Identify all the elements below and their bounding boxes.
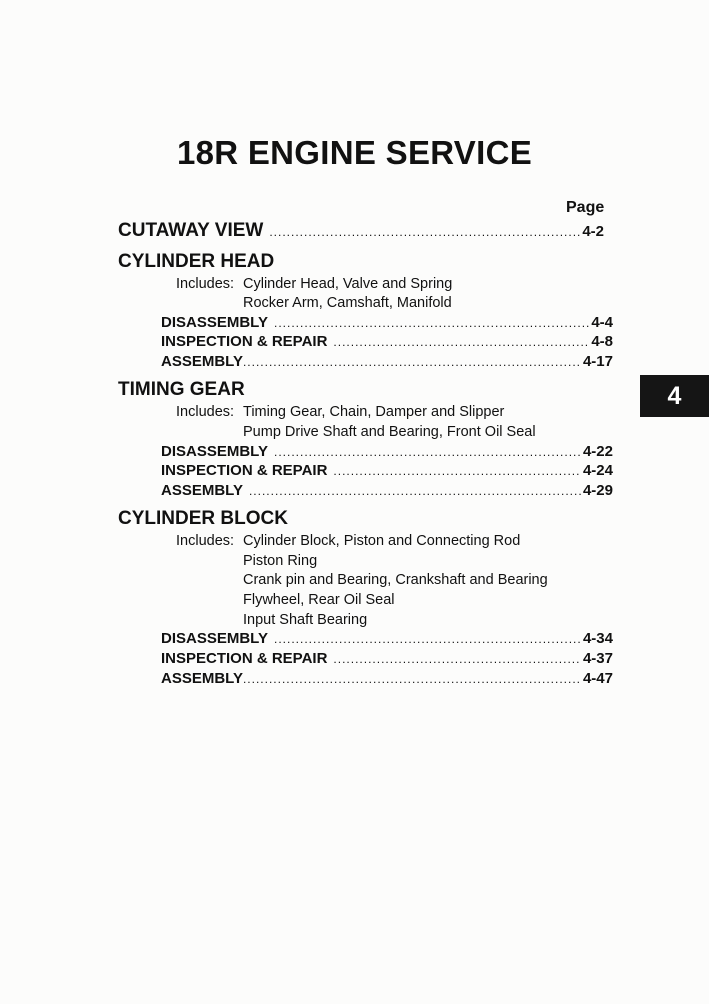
toc-entry-label: DISASSEMBLY [161,630,268,647]
includes-label: Includes: [176,533,235,549]
toc-entry-label: ASSEMBLY [161,670,243,687]
toc-entry-label: ASSEMBLY [161,353,243,370]
page-column-header: Page [566,199,605,216]
toc-entry-label: ASSEMBLY [161,482,243,499]
toc-entry-page: 4-34 [582,630,613,647]
toc-entry-assembly[interactable] [161,482,613,499]
includes-item: Input Shaft Bearing [243,612,368,628]
dot-leader [243,355,581,369]
dot-leader [274,316,589,330]
toc-entry-inspection-repair[interactable] [161,650,613,667]
dot-leader [243,672,581,686]
includes-item: Rocker Arm, Camshaft, Manifold [243,295,452,311]
includes-item: Pump Drive Shaft and Bearing, Front Oil Seal [243,424,536,440]
toc-entry-page: 4-2 [582,223,604,240]
section-title-cylinder-head: CYLINDER HEAD [118,251,275,272]
toc-entry-inspection-repair[interactable] [161,333,613,350]
dot-leader [249,484,581,498]
includes-label: Includes: [176,404,235,420]
includes-item: Cylinder Block, Piston and Connecting Rod [243,533,521,549]
toc-entry-page: 4-37 [582,650,613,667]
toc-entry-page: 4-47 [582,670,613,687]
toc-entry-assembly[interactable] [161,353,613,370]
includes-item: Flywheel, Rear Oil Seal [243,592,395,608]
dot-leader [333,335,589,349]
dot-leader [333,652,581,666]
toc-entry-assembly[interactable] [161,670,613,687]
includes-item: Cylinder Head, Valve and Spring [243,276,453,292]
toc-entry-page: 4-24 [582,462,613,479]
section-title-cylinder-block: CYLINDER BLOCK [118,508,288,529]
includes-item: Piston Ring [243,553,318,569]
toc-entry-cutaway-view[interactable] [118,220,604,242]
includes-item: Timing Gear, Chain, Damper and Slipper [243,404,505,420]
dot-leader [269,225,580,239]
toc-entry-page: 4-4 [591,314,613,331]
chapter-tab: 4 [640,375,709,417]
toc-entry-inspection-repair[interactable] [161,462,613,479]
toc-entry-label: DISASSEMBLY [161,443,268,460]
includes-item: Crank pin and Bearing, Crankshaft and Bearing [243,572,548,588]
toc-entry-disassembly[interactable] [161,443,613,460]
section-title-timing-gear: TIMING GEAR [118,379,245,400]
toc-entry-label: DISASSEMBLY [161,314,268,331]
toc-entry-label: CUTAWAY VIEW [118,220,264,241]
toc-entry-label: INSPECTION & REPAIR [161,333,328,350]
toc-entry-page: 4-29 [582,482,613,499]
toc-entry-label: INSPECTION & REPAIR [161,462,328,479]
includes-label: Includes: [176,276,235,292]
toc-entry-label: INSPECTION & REPAIR [161,650,328,667]
dot-leader [274,632,581,646]
toc-entry-disassembly[interactable] [161,630,613,647]
toc-entry-page: 4-8 [591,333,613,350]
page-title: 18R ENGINE SERVICE [176,134,533,171]
dot-leader [274,445,581,459]
toc-entry-disassembly[interactable] [161,314,613,331]
toc-entry-page: 4-22 [582,443,613,460]
dot-leader [333,464,581,478]
toc-entry-page: 4-17 [582,353,613,370]
